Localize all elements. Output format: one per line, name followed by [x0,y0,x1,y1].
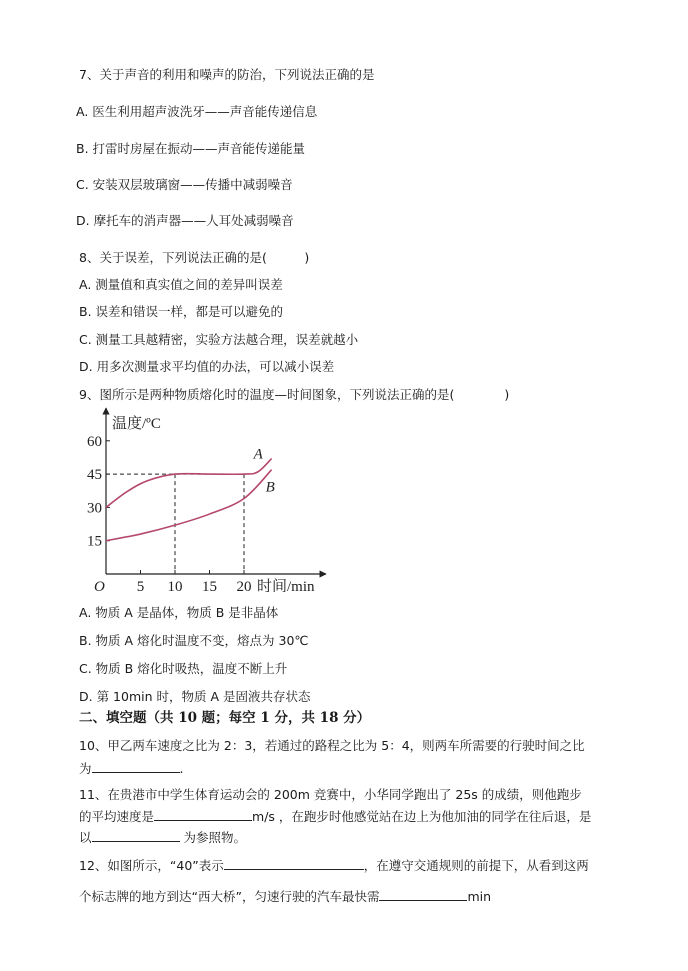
q12-suffix: ，在遵守交通规则的前提下，从看到这两 [363,858,589,873]
q7-option-d: D. 摩托车的消声器——人耳处减弱噪音 [76,213,294,228]
q11-line3-prefix: 以 [79,830,92,845]
q12-line1 [79,855,589,875]
q9-option-d: D. 第 10min 时，物质 A 是固液共存状态 [79,689,311,704]
q9-option-a: A. 物质 A 是晶体，物质 B 是非晶体 [79,605,279,620]
q12-prefix: 12、如图所示，“40”表示 [79,858,224,873]
y-tick-label: 30 [87,500,102,517]
q12-time-blank[interactable] [379,886,467,901]
q10-line1: 10、甲乙两车速度之比为 2：3，若通过的路程之比为 5：4，则两车所需要的行驶时间之比 [79,738,585,753]
q10-answer-blank[interactable] [92,758,180,773]
x-tick-label: 5 [136,579,145,592]
q11-reference-blank[interactable] [92,827,180,842]
q11-line2 [79,806,591,826]
q10-prefix: 为 [79,761,92,776]
q12-line2-prefix: 个标志牌的地方到达“西大桥”，匀速行驶的汽车最快需 [79,889,380,904]
origin-label: O [94,579,105,592]
q8-option-c: C. 测量工具越精密，实验方法越合理，误差就越小 [79,332,359,347]
x-tick-label: 10 [167,579,183,592]
y-tick-label: 15 [87,533,102,550]
chart-series [106,459,272,541]
y-tick-label: 45 [87,467,102,484]
q11-line1: 11、在贵港市中学生体育运动会的 200m 竞赛中，小华同学跑出了 25s 的成绩，则他跑步 [79,787,582,802]
series-B-line [106,470,272,541]
q9-stem: 9、图所示是两种物质熔化时的温度—时间图象，下列说法正确的是( ) [79,387,510,402]
q7-option-b: B. 打雷时房屋在振动——声音能传递能量 [76,141,306,156]
x-tick-label: 15 [202,579,217,592]
y-tick-label: 60 [87,433,102,450]
q10-line2 [79,758,184,778]
q10-suffix: . [179,761,184,776]
x-axis-label: 时间/min [257,579,315,592]
q7-stem: 7、关于声音的利用和噪声的防治，下列说法正确的是 [79,67,375,82]
y-axis-label: 温度/ºC [112,416,161,432]
q7-option-c: C. 安装双层玻璃窗——传播中减弱噪音 [76,177,293,192]
x-tick-label: 20 [236,579,252,592]
chart-guides [106,474,244,574]
q11-speed-blank[interactable] [154,806,252,821]
q8-option-a: A. 测量值和真实值之间的差异叫误差 [79,277,283,292]
series-B-label: B [265,479,275,496]
q9-option-c: C. 物质 B 熔化时吸热，温度不断上升 [79,661,288,676]
q7-option-a: A. 医生利用超声波洗牙——声音能传递信息 [76,104,318,119]
q11-line3-suffix: 为参照物。 [179,830,246,845]
q11-middle: m/s ，在跑步时他感觉站在边上为他加油的同学在往后退，是 [252,809,592,824]
q11-line3 [79,827,246,847]
chart-labels [87,414,315,592]
q12-line2 [79,886,491,906]
q12-meaning-blank[interactable] [224,855,364,870]
q12-line2-suffix: min [467,889,492,904]
series-A-line [106,459,272,508]
series-A-label: A [253,446,263,463]
section-title: 二、填空题（共 10 题；每空 1 分，共 18 分） [79,710,371,726]
chart-axes [106,408,326,574]
temperature-time-chart [76,404,336,592]
q11-prefix: 的平均速度是 [79,809,155,824]
q8-stem: 8、关于误差，下列说法正确的是( ) [79,250,310,265]
q9-option-b: B. 物质 A 熔化时温度不变，熔点为 30℃ [79,633,309,648]
q8-option-d: D. 用多次测量求平均值的办法，可以减小误差 [79,359,335,374]
q8-option-b: B. 误差和错误一样，都是可以避免的 [79,304,284,319]
